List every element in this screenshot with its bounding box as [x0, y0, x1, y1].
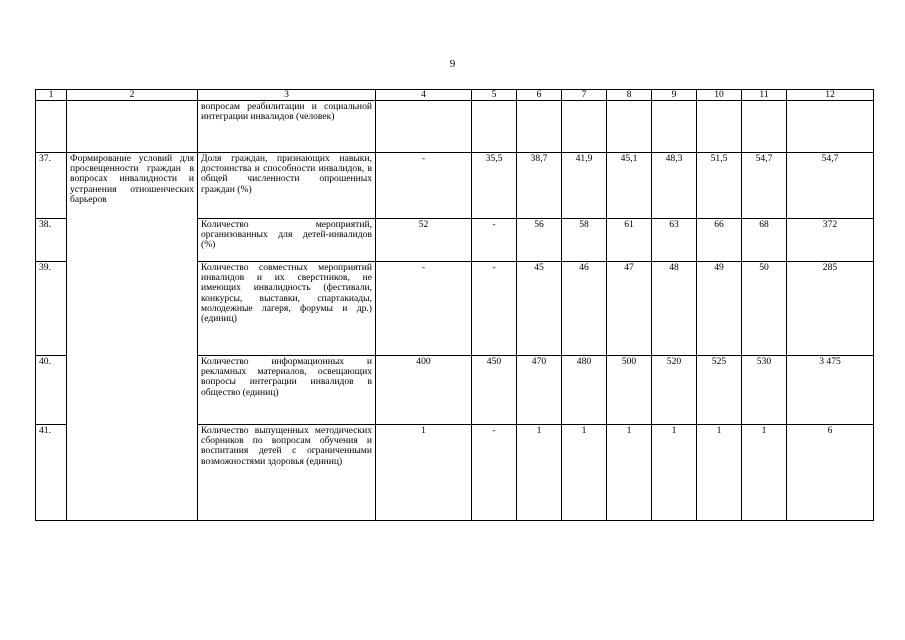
- column-number: 5: [472, 90, 517, 101]
- column-number: 10: [697, 90, 742, 101]
- value-cell: 66: [697, 219, 742, 262]
- value-cell: 525: [697, 356, 742, 425]
- column-number: 3: [198, 90, 376, 101]
- value-cell: 50: [742, 262, 787, 356]
- value-cell: 1: [376, 425, 472, 521]
- value-cell: 49: [697, 262, 742, 356]
- table-row: [36, 153, 874, 219]
- value-cell: 38,7: [517, 153, 562, 219]
- row-number: [36, 101, 67, 153]
- value-cell: 450: [472, 356, 517, 425]
- value-cell: 470: [517, 356, 562, 425]
- value-cell: 1: [517, 425, 562, 521]
- value-cell: 58: [562, 219, 607, 262]
- value-cell: 63: [652, 219, 697, 262]
- column-number: 12: [787, 90, 874, 101]
- value-cell: 35,5: [472, 153, 517, 219]
- value-cell: [562, 101, 607, 153]
- indicator-cell: Количество выпущенных методических сборников по вопросам обучения и воспитания детей с ограниченными возможностями здоровья (единиц): [198, 425, 376, 521]
- value-cell: [742, 101, 787, 153]
- task-cell: Формирование условий для просвещенности граждан в вопросах инвалидности и устранения отношенческих барьеров: [67, 153, 198, 356]
- indicators-table: [35, 89, 874, 521]
- indicator-cell: Доля граждан, признающих навыки, достоинства и способности инвалидов, в общей численности опрошенных граждан (%): [198, 153, 376, 219]
- value-cell: [652, 101, 697, 153]
- column-number: 1: [36, 90, 67, 101]
- indicator-cell: Количество совместных мероприятий инвалидов и их сверстников, не имеющих инвалидность (фестивали, конкурсы, выставки, спартакиады, молодежные лагеря, форумы и др.) (единиц): [198, 262, 376, 356]
- value-cell: 1: [652, 425, 697, 521]
- value-cell: -: [472, 425, 517, 521]
- column-number: 11: [742, 90, 787, 101]
- value-cell: 6: [787, 425, 874, 521]
- value-cell: 68: [742, 219, 787, 262]
- value-cell: 41,9: [562, 153, 607, 219]
- row-number: 38.: [36, 219, 67, 262]
- value-cell: -: [376, 262, 472, 356]
- value-cell: -: [472, 219, 517, 262]
- value-cell: -: [376, 153, 472, 219]
- value-cell: 48,3: [652, 153, 697, 219]
- column-number: 7: [562, 90, 607, 101]
- value-cell: 400: [376, 356, 472, 425]
- value-cell: [697, 101, 742, 153]
- value-cell: 52: [376, 219, 472, 262]
- value-cell: 480: [562, 356, 607, 425]
- column-number: 4: [376, 90, 472, 101]
- value-cell: 1: [742, 425, 787, 521]
- row-number: 39.: [36, 262, 67, 356]
- value-cell: 1: [562, 425, 607, 521]
- value-cell: 1: [697, 425, 742, 521]
- table-row: [36, 101, 874, 153]
- column-number: 6: [517, 90, 562, 101]
- row-number: 37.: [36, 153, 67, 219]
- value-cell: 520: [652, 356, 697, 425]
- value-cell: [517, 101, 562, 153]
- row-number: 41.: [36, 425, 67, 521]
- value-cell: 372: [787, 219, 874, 262]
- column-number: 9: [652, 90, 697, 101]
- value-cell: 500: [607, 356, 652, 425]
- value-cell: 45,1: [607, 153, 652, 219]
- value-cell: 47: [607, 262, 652, 356]
- value-cell: 46: [562, 262, 607, 356]
- page-number: 9: [449, 58, 456, 70]
- value-cell: 530: [742, 356, 787, 425]
- value-cell: [376, 101, 472, 153]
- value-cell: 48: [652, 262, 697, 356]
- value-cell: 61: [607, 219, 652, 262]
- indicator-cell: вопросам реабилитации и социальной интеграции инвалидов (человек): [198, 101, 376, 153]
- value-cell: 45: [517, 262, 562, 356]
- value-cell: 3 475: [787, 356, 874, 425]
- value-cell: 54,7: [742, 153, 787, 219]
- indicator-cell: Количество информационных и рекламных материалов, освещающих вопросы интеграции инвалидов в общество (единиц): [198, 356, 376, 425]
- value-cell: 56: [517, 219, 562, 262]
- value-cell: 1: [607, 425, 652, 521]
- value-cell: 54,7: [787, 153, 874, 219]
- value-cell: -: [472, 262, 517, 356]
- column-numbers-row: [36, 90, 874, 101]
- column-number: 8: [607, 90, 652, 101]
- table-row: [36, 356, 874, 425]
- task-cell: [67, 101, 198, 153]
- row-number: 40.: [36, 356, 67, 425]
- value-cell: 51,5: [697, 153, 742, 219]
- column-number: 2: [67, 90, 198, 101]
- task-cell: [67, 356, 198, 521]
- value-cell: 285: [787, 262, 874, 356]
- value-cell: [607, 101, 652, 153]
- indicator-cell: Количество мероприятий, организованных для детей-инвалидов (%): [198, 219, 376, 262]
- value-cell: [787, 101, 874, 153]
- value-cell: [472, 101, 517, 153]
